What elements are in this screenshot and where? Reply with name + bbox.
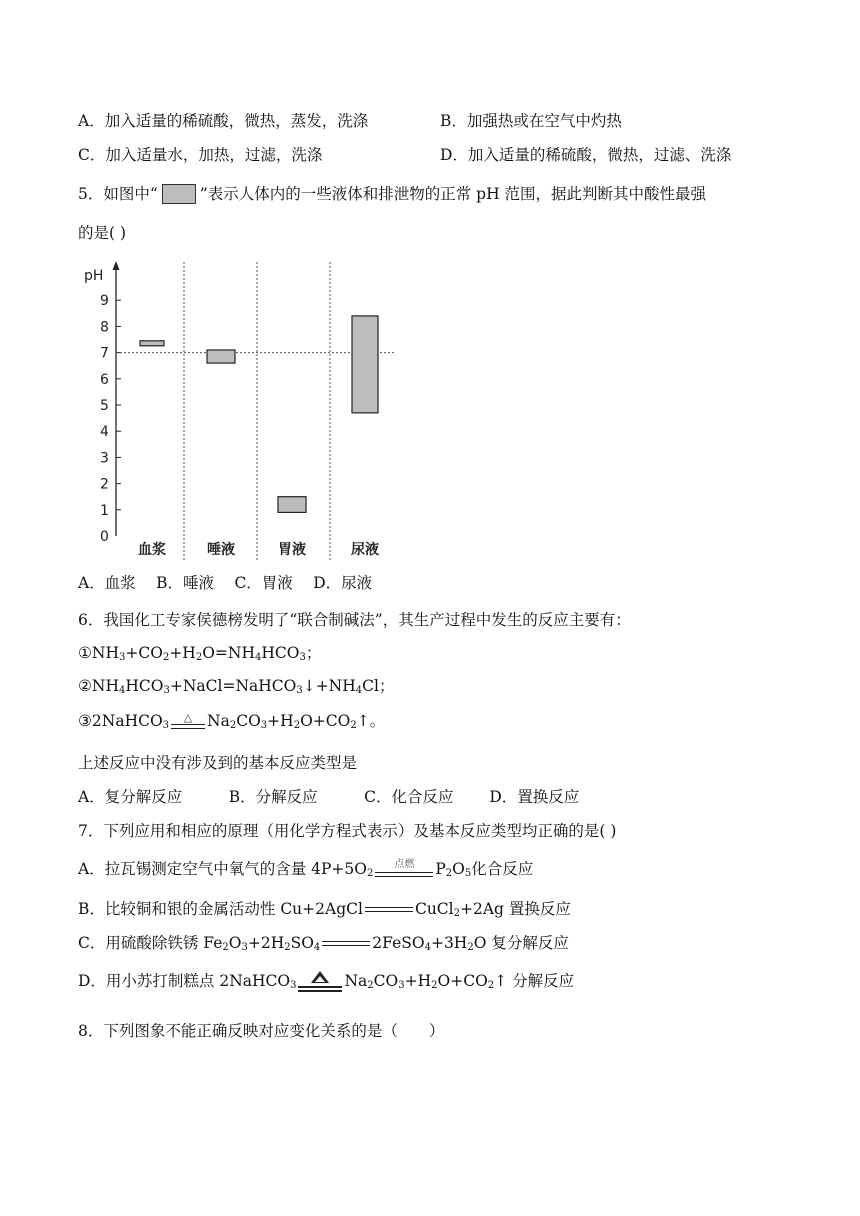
- category-label: 尿液: [351, 542, 379, 558]
- ph-range-bar: [140, 341, 164, 346]
- q6-stem: 6．我国化工专家侯德榜发明了“联合制碱法”，其生产过程中发生的反应主要有：: [78, 611, 631, 629]
- q4-option-a: A．加入适量的稀硫酸，微热，蒸发，洗涤: [78, 112, 369, 130]
- q4-option-b: B．加强热或在空气中灼热: [440, 112, 622, 130]
- category-label: 唾液: [207, 542, 235, 558]
- ph-range-bar: [207, 350, 235, 363]
- reaction-number: ①: [78, 644, 92, 662]
- y-tick-label: 5: [100, 398, 109, 414]
- q4-option-c: C．加入适量水，加热，过滤，洗涤: [78, 146, 323, 164]
- q5-stem-after: ”表示人体内的一些液体和排泄物的正常 pH 范围，据此判断其中酸性最强: [199, 185, 707, 203]
- q5-stem-before: 5．如图中“: [78, 185, 158, 203]
- y-tick-label: 0: [100, 529, 109, 545]
- y-tick-label: 2: [100, 476, 109, 493]
- y-tick-label: 9: [100, 293, 109, 310]
- y-tick-label: 3: [100, 450, 109, 467]
- equals-symbol: [320, 939, 372, 949]
- ignite-condition-symbol: 点燃: [373, 860, 435, 880]
- q4-option-d: D．加入适量的稀硫酸，微热，过滤、洗涤: [440, 146, 732, 164]
- ph-range-bar: [278, 497, 306, 513]
- y-tick-label: 8: [100, 319, 109, 336]
- q6-reaction-2: $②NH_4HCO_3+NaCl=NaHCO_3↓+NH_4Cl$；: [78, 677, 395, 696]
- ph-range-bar: [352, 316, 378, 413]
- equals-symbol: [363, 905, 415, 915]
- chart-axes: [84, 261, 396, 560]
- q7-stem: 7．下列应用和相应的原理（用化学方程式表示）及基本反应类型均正确的是( ): [78, 822, 617, 840]
- reaction-number: ③: [78, 712, 92, 730]
- category-label: 胃液: [278, 542, 306, 558]
- y-tick-label: 6: [100, 371, 109, 388]
- y-tick-label: 1: [100, 502, 109, 519]
- ph-range-chart: [80, 260, 400, 565]
- q5-stem: [78, 183, 706, 205]
- q5-stem-line2: 的是( ): [78, 224, 127, 242]
- q7-option-b: B．比较铜和银的金属活动性 Cu+2AgCl CuCl$_2$+2Ag 置换反应: [78, 900, 571, 919]
- heat-triangle-icon: [296, 971, 344, 993]
- category-label: 血浆: [138, 542, 166, 558]
- q5-options: A．血浆 B．唾液 C．胃液 D．尿液: [78, 574, 373, 592]
- heat-condition-symbol: △: [169, 712, 207, 732]
- range-swatch-icon: [162, 184, 196, 204]
- y-axis-label: pH: [84, 268, 104, 284]
- q8-stem: 8．下列图象不能正确反映对应变化关系的是（ ）: [78, 1022, 445, 1040]
- y-tick-label: 4: [100, 424, 109, 441]
- q7-option-d: D．用小苏打制糕点 2NaHCO$_3$ $Na_2CO_3+H_2O+CO_2↑$ 分解反应: [78, 972, 575, 991]
- q6-question: 上述反应中没有涉及到的基本反应类型是: [78, 754, 358, 772]
- q6-reaction-3: ③2NaHCO$_3$ △ $Na_2CO_3+H_2O+CO_2↑$。: [78, 711, 386, 731]
- y-tick-label: 7: [100, 345, 109, 362]
- q6-reaction-1: $①NH_3+CO_2+H_2O=NH_4HCO_3$；: [78, 644, 322, 663]
- q7-option-a: A．拉瓦锡测定空气中氧气的含量 $4P+5O_2$ 点燃 $P_2O_5$化合反应: [78, 859, 534, 879]
- y-axis-arrow-icon: [113, 261, 120, 270]
- chart-marks: [138, 316, 379, 558]
- q6-options: A．复分解反应 B．分解反应 C．化合反应 D．置换反应: [78, 788, 580, 806]
- reaction-number: ②: [78, 677, 92, 695]
- q7-option-c: C．用硫酸除铁锈 $Fe_2O_3+2H_2SO_4$ $2FeSO_4+3H_2O$ 复分解反应: [78, 934, 569, 953]
